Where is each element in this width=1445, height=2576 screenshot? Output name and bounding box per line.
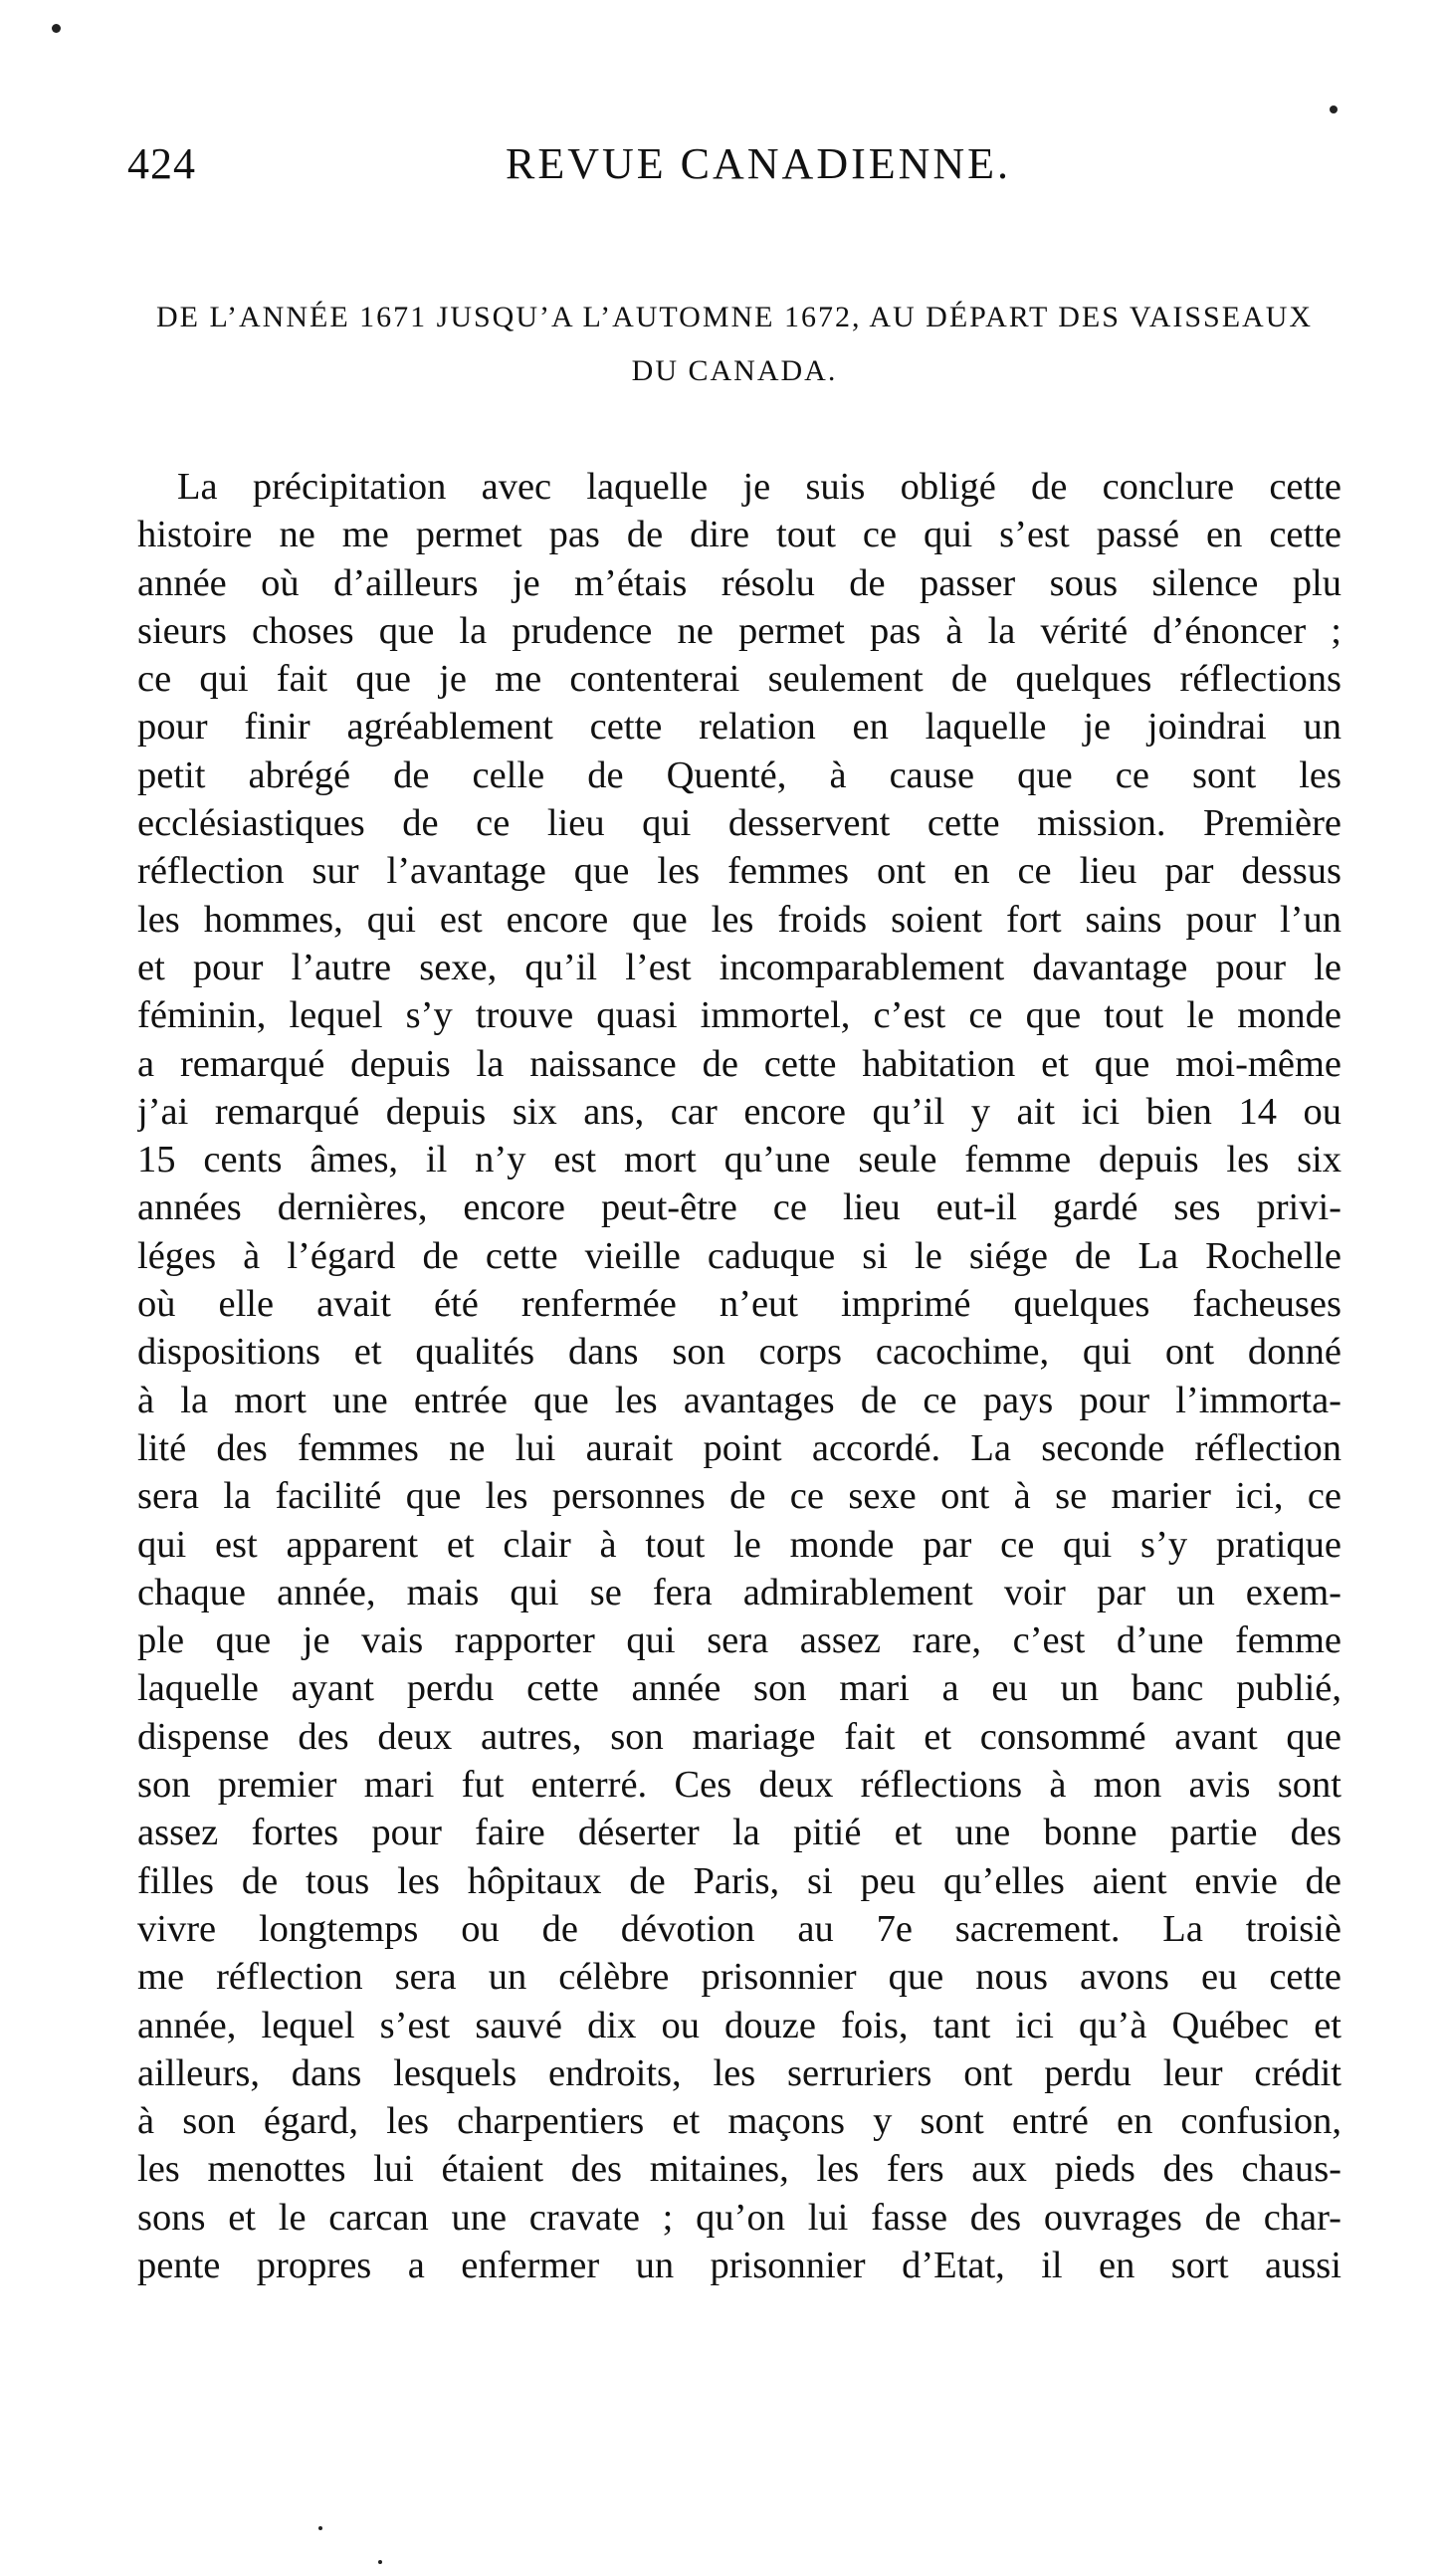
text-line: a remarqué depuis la naissance de cette habitation et que moi-même bbox=[137, 1042, 1342, 1085]
text-line: ple que je vais rapporter qui sera assez rare, c’est d’une femme bbox=[137, 1619, 1342, 1662]
text-line: léges à l’égard de cette vieille caduque si le siége de La Rochelle bbox=[137, 1234, 1342, 1277]
text-line: petit abrégé de celle de Quenté, à cause que ce sont les bbox=[137, 753, 1342, 796]
text-line: et pour l’autre sexe, qu’il l’est incomparablement davantage pour le bbox=[137, 946, 1342, 988]
section-heading bbox=[127, 291, 1342, 398]
text-line: La précipitation avec laquelle je suis obligé de conclure cette bbox=[177, 466, 1342, 508]
text-line: où elle avait été renfermée n’eut imprimé quelques facheuses bbox=[137, 1283, 1342, 1326]
journal-title: REVUE CANADIENNE. bbox=[506, 139, 1012, 188]
text-line: sera la facilité que les personnes de ce sexe ont à se marier ici, ce bbox=[137, 1475, 1342, 1518]
text-line: lité des femmes ne lui aurait point accordé. La seconde réflection bbox=[137, 1426, 1342, 1469]
text-line: 15 cents âmes, il n’y est mort qu’une seule femme depuis les six bbox=[137, 1139, 1342, 1181]
text-line: vivre longtemps ou de dévotion au 7e sacrement. La troisiè bbox=[137, 1907, 1342, 1950]
text-line: histoire ne me permet pas de dire tout ce qui s’est passé en cette bbox=[137, 514, 1342, 556]
text-line: les menottes lui étaient des mitaines, les fers aux pieds des chaus- bbox=[137, 2148, 1342, 2191]
text-line: année, lequel s’est sauvé dix ou douze fois, tant ici qu’à Québec et bbox=[137, 2004, 1342, 2046]
speck-mark bbox=[318, 2526, 322, 2530]
text-line: ailleurs, dans lesquels endroits, les serruriers ont perdu leur crédit bbox=[137, 2051, 1342, 2094]
text-line: ecclésiastiques de ce lieu qui desservent cette mission. Première bbox=[137, 802, 1342, 845]
text-line: pour finir agréablement cette relation en laquelle je joindrai un bbox=[137, 706, 1342, 749]
speck-mark bbox=[378, 2560, 382, 2564]
text-line: féminin, lequel s’y trouve quasi immortel, c’est ce que tout le monde bbox=[137, 994, 1342, 1037]
speck-mark bbox=[1330, 106, 1338, 113]
text-line: dispositions et qualités dans son corps cacochime, qui ont donné bbox=[137, 1331, 1342, 1374]
text-line: laquelle ayant perdu cette année son mari a eu un banc publié, bbox=[137, 1667, 1342, 1710]
page-number: 424 bbox=[127, 139, 196, 188]
text-line: à la mort une entrée que les avantages de ce pays pour l’immorta- bbox=[137, 1379, 1342, 1421]
section-heading-line: DE L’ANNÉE 1671 JUSQU’A L’AUTOMNE 1672, AU DÉPART DES VAISSEAUX bbox=[155, 301, 1314, 333]
section-heading-line: DU CANADA. bbox=[631, 354, 838, 387]
text-line: pente propres a enfermer un prisonnier d’Etat, il en sort aussi bbox=[137, 2244, 1342, 2286]
text-line: filles de tous les hôpitaux de Paris, si peu qu’elles aient envie de bbox=[137, 1859, 1342, 1902]
speck-mark bbox=[52, 24, 61, 33]
text-line: réflection sur l’avantage que les femmes ont en ce lieu par dessus bbox=[137, 850, 1342, 893]
text-line: me réflection sera un célèbre prisonnier que nous avons eu cette bbox=[137, 1956, 1342, 1999]
text-line: j’ai remarqué depuis six ans, car encore qu’il y ait ici bien 14 ou bbox=[137, 1090, 1342, 1133]
body-paragraph bbox=[137, 463, 1342, 2289]
text-line: sieurs choses que la prudence ne permet pas à la vérité d’énoncer ; bbox=[137, 609, 1342, 652]
text-line: qui est apparent et clair à tout le monde par ce qui s’y pratique bbox=[137, 1523, 1342, 1566]
running-head bbox=[127, 134, 1371, 194]
text-line: années dernières, encore peut-être ce lieu eut-il gardé ses privi- bbox=[137, 1186, 1342, 1229]
text-line: ce qui fait que je me contenterai seulement de quelques réflections bbox=[137, 658, 1342, 701]
text-line: les hommes, qui est encore que les froids soient fort sains pour l’un bbox=[137, 898, 1342, 941]
text-line: assez fortes pour faire déserter la pitié et une bonne partie des bbox=[137, 1812, 1342, 1854]
text-line: sons et le carcan une cravate ; qu’on lui fasse des ouvrages de char- bbox=[137, 2196, 1342, 2239]
text-line: son premier mari fut enterré. Ces deux réflections à mon avis sont bbox=[137, 1764, 1342, 1807]
text-line: à son égard, les charpentiers et maçons y sont entré en confusion, bbox=[137, 2100, 1342, 2143]
text-line: chaque année, mais qui se fera admirablement voir par un exem- bbox=[137, 1571, 1342, 1613]
text-line: dispense des deux autres, son mariage fait et consommé avant que bbox=[137, 1715, 1342, 1758]
text-line: année où d’ailleurs je m’étais résolu de passer sous silence plu bbox=[137, 561, 1342, 604]
